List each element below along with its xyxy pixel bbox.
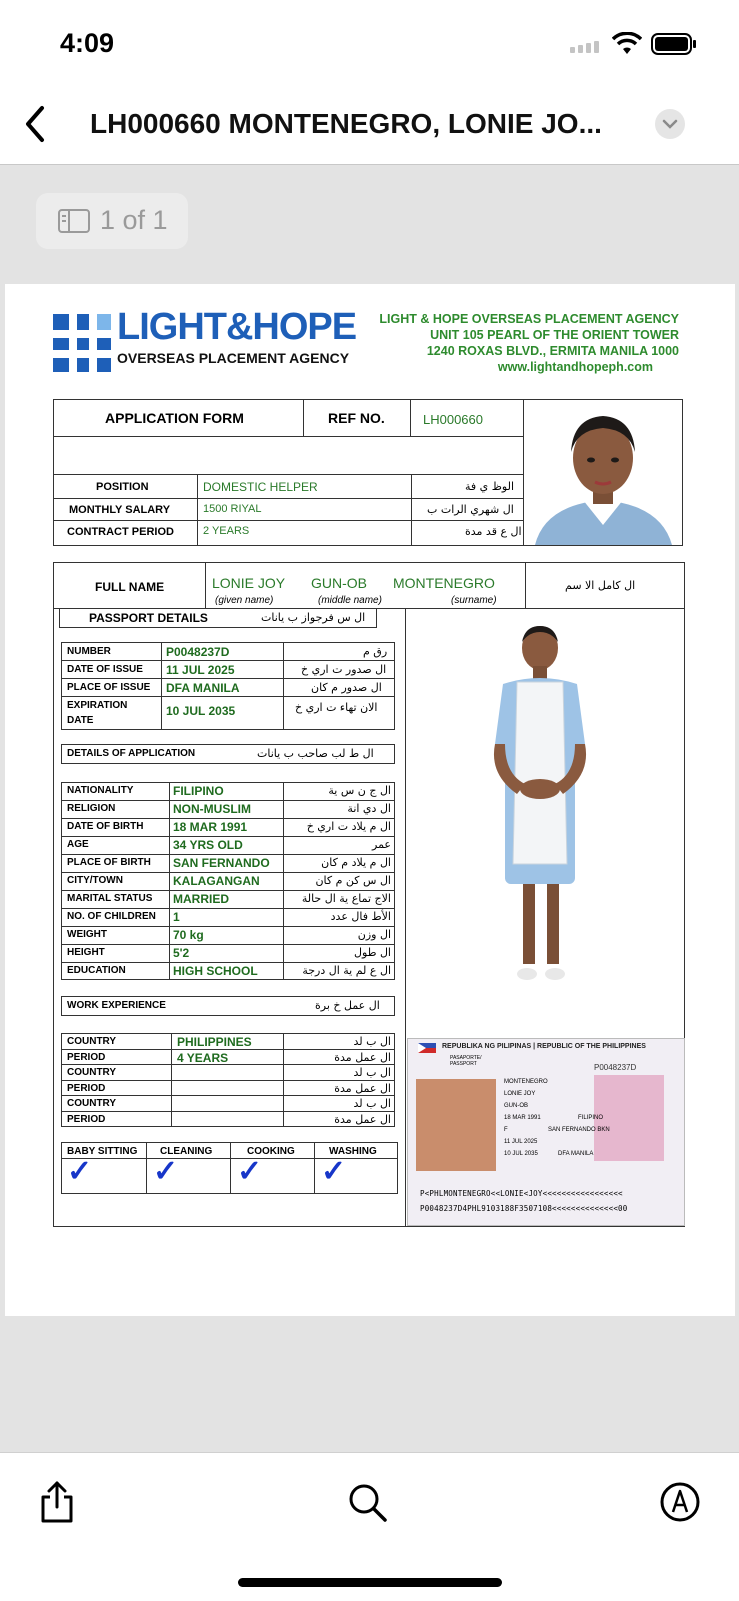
share-icon[interactable]: [38, 1479, 76, 1523]
details-label: WEIGHT: [67, 929, 107, 940]
applicant-full-body-photo: [475, 624, 605, 994]
expiration-label: EXPIRATION: [67, 700, 128, 711]
surname-caption: (surname): [451, 595, 497, 606]
details-value: FILIPINO: [173, 784, 224, 798]
scan-issue: 11 JUL 2025: [504, 1139, 538, 1145]
details-value: 34 YRS OLD: [173, 838, 243, 852]
details-value: 1: [173, 910, 180, 924]
check-cleaning-icon: ✓: [153, 1155, 179, 1188]
check-baby-sitting-icon: ✓: [67, 1155, 93, 1188]
details-value: 18 MAR 1991: [173, 820, 248, 834]
details-row-divider: [61, 854, 395, 855]
scan-surname: MONTENEGRO: [504, 1079, 548, 1085]
salary-ar: ال شهري الرات ب: [427, 503, 514, 516]
wifi-icon: [612, 32, 642, 56]
agency-address-1: UNIT 105 PEARL OF THE ORIENT TOWER: [430, 328, 679, 342]
details-row-divider: [61, 962, 395, 963]
scan-dob: 18 MAR 1991: [504, 1115, 541, 1121]
scan-expiry: 10 JUL 2035: [504, 1151, 538, 1157]
details-ar: عمر: [372, 838, 391, 851]
details-label: CITY/TOWN: [67, 875, 123, 886]
scan-ghost-photo: [594, 1075, 664, 1161]
details-label: NATIONALITY: [67, 785, 134, 796]
surname: MONTENEGRO: [393, 575, 495, 591]
passport-scan: [407, 1038, 685, 1226]
details-label: EDUCATION: [67, 965, 126, 976]
salary-label: MONTHLY SALARY: [69, 504, 171, 516]
document-title[interactable]: LH000660 MONTENEGRO, LONIE JO...: [90, 108, 602, 139]
details-row-divider: [61, 836, 395, 837]
position-label: POSITION: [96, 481, 149, 493]
scan-pob: SAN FERNANDO BKN: [548, 1127, 610, 1133]
issue-date-label: DATE OF ISSUE: [67, 664, 143, 675]
contract-value: 2 YEARS: [203, 525, 250, 537]
scan-photo: [416, 1079, 496, 1171]
work-ar: ال عمل مدة: [334, 1113, 391, 1126]
work-label: PERIOD: [67, 1082, 106, 1094]
scan-header: REPUBLIKA NG PILIPINAS | REPUBLIC OF THE PHILIPPINES: [442, 1043, 646, 1050]
scan-given: LONIE JOY: [504, 1091, 536, 1097]
details-ar: الأط فال عدد: [330, 910, 391, 923]
details-ar: ال دي انة: [347, 802, 391, 815]
work-label: COUNTRY: [67, 1067, 117, 1079]
home-indicator: [238, 1578, 502, 1587]
chevron-down-icon[interactable]: [654, 108, 686, 140]
work-row-divider: [61, 1080, 395, 1081]
agency-address-2: 1240 ROXAS BLVD., ERMITA MANILA 1000: [426, 344, 679, 358]
passport-header-ar: ال س فرجواز ب يانات: [261, 611, 366, 624]
sidebar-icon: [58, 209, 90, 233]
details-row-divider: [61, 818, 395, 819]
scan-mrz-line-1: P<PHLMONTENEGRO<<LONIE<JOY<<<<<<<<<<<<<<<<<: [420, 1189, 623, 1198]
page-count: 1 of 1: [100, 205, 168, 235]
middle-caption: (middle name): [318, 595, 382, 606]
details-ar: ال س كن م كان: [315, 874, 391, 887]
details-label: NO. OF CHILDREN: [67, 911, 156, 922]
expiration-value: 10 JUL 2035: [166, 704, 236, 718]
details-value: 5'2: [173, 946, 190, 960]
details-ar: ال ع لم ية ال درجة: [302, 964, 391, 977]
contract-label: CONTRACT PERIOD: [67, 526, 174, 538]
back-chevron-icon[interactable]: [22, 104, 48, 144]
work-ar: ال ب لد: [353, 1035, 391, 1048]
work-ar: ال ب لد: [353, 1066, 391, 1080]
work-label: PERIOD: [67, 1114, 106, 1125]
work-label: COUNTRY: [67, 1036, 117, 1047]
issue-place-value: DFA MANILA: [166, 681, 240, 695]
details-ar: ال م يلاد م كان: [321, 856, 391, 869]
check-washing-icon: ✓: [321, 1155, 347, 1188]
details-row-divider: [61, 890, 395, 891]
details-row-divider: [61, 872, 395, 873]
details-ar: ال طول: [354, 946, 391, 959]
ref-label: REF NO.: [328, 410, 385, 426]
details-value: 70 kg: [173, 928, 204, 942]
logo-sub-text: OVERSEAS PLACEMENT AGENCY: [117, 350, 350, 366]
work-ar: ال ب لد: [353, 1097, 391, 1111]
details-row-divider: [61, 908, 395, 909]
scan-sex: F: [504, 1127, 508, 1133]
work-value: 4 YEARS: [177, 1050, 229, 1065]
philippine-flag-icon: [418, 1043, 436, 1053]
details-value: KALAGANGAN: [173, 874, 260, 888]
details-value: MARRIED: [173, 892, 229, 906]
salary-value: 1500 RIYAL: [203, 503, 262, 515]
logo-main-text: LIGHT&HOPE: [117, 306, 357, 348]
details-value: NON-MUSLIM: [173, 802, 251, 816]
work-row-divider: [61, 1049, 395, 1050]
skill-washing: WASHING: [329, 1146, 377, 1157]
work-row-divider: [61, 1064, 395, 1065]
passport-number-label: NUMBER: [67, 646, 111, 657]
work-ar: ال عمل مدة: [334, 1050, 391, 1064]
work-row-divider: [61, 1111, 395, 1112]
details-header-ar: ال ط لب صاحب ب يانات: [257, 747, 374, 760]
work-label: PERIOD: [67, 1051, 106, 1063]
position-ar: الوظ ي فة: [465, 480, 515, 493]
skill-baby-sitting: BABY SITTING: [67, 1146, 138, 1157]
expiration-ar: الان تهاء ت اري خ: [295, 701, 378, 714]
check-cooking-icon: ✓: [237, 1155, 263, 1188]
agency-logo-icon: [53, 314, 111, 372]
details-ar: ال وزن: [357, 928, 391, 941]
work-ar: ال عمل مدة: [334, 1081, 391, 1095]
page-indicator[interactable]: [36, 193, 188, 249]
issue-date-value: 11 JUL 2025: [166, 663, 235, 677]
status-bar: [0, 0, 739, 88]
contract-ar: ال ع قد مدة: [465, 525, 522, 538]
details-label: AGE: [67, 839, 89, 850]
details-row-divider: [61, 944, 395, 945]
details-ar: ال ج ن س ية: [328, 784, 391, 797]
scan-type: PASAPORTE/ PASSPORT: [450, 1055, 482, 1067]
cellular-signal-icon: [570, 38, 606, 54]
details-header: DETAILS OF APPLICATION: [67, 748, 196, 759]
work-value: PHILIPPINES: [177, 1035, 252, 1049]
skill-cleaning: CLEANING: [160, 1146, 213, 1157]
work-row-divider: [61, 1095, 395, 1096]
details-ar: ال م يلاد ت اري خ: [306, 820, 391, 833]
given-caption: (given name): [215, 595, 274, 606]
applicant-headshot: [525, 400, 682, 545]
scan-nationality: FILIPINO: [578, 1115, 604, 1121]
position-value: DOMESTIC HELPER: [203, 480, 318, 494]
expiration-label-2: DATE: [67, 715, 94, 726]
magnifier-icon[interactable]: [348, 1483, 388, 1523]
full-name-label: FULL NAME: [95, 580, 165, 594]
details-row-divider: [61, 926, 395, 927]
details-label: MARITAL STATUS: [67, 893, 153, 904]
work-label: COUNTRY: [67, 1098, 117, 1110]
agency-website: www.lightandhopeph.com: [497, 360, 653, 374]
passport-number-ar: رق م: [363, 645, 388, 658]
details-ar: الاج تماع ية ال حالة: [301, 892, 391, 905]
details-value: SAN FERNANDO: [173, 856, 270, 870]
passport-number-value: P0048237D: [166, 645, 230, 659]
navigation-bar: [0, 88, 739, 165]
scan-mrz-line-2: P0048237D4PHL9103188F3507108<<<<<<<<<<<<<<00: [420, 1204, 628, 1213]
issue-date-ar: ال صدور ت اري خ: [301, 663, 387, 676]
scan-authority: DFA MANILA: [558, 1151, 594, 1157]
details-row-divider: [61, 800, 395, 801]
scan-number: P0048237D: [594, 1063, 637, 1072]
full-name-ar: ال كامل الا سم: [565, 579, 636, 592]
details-label: RELIGION: [67, 803, 116, 814]
work-header: WORK EXPERIENCE: [67, 1000, 166, 1011]
issue-place-ar: ال صدور م كان: [311, 681, 382, 694]
passport-header: PASSPORT DETAILS: [89, 611, 208, 625]
battery-icon: [651, 33, 697, 55]
ref-value: LH000660: [423, 412, 483, 427]
details-label: DATE OF BIRTH: [67, 821, 144, 832]
status-time: 4:09: [60, 28, 115, 58]
scan-middle: GUN-OB: [504, 1103, 528, 1109]
skill-cooking: COOKING: [247, 1146, 295, 1157]
details-label: PLACE OF BIRTH: [67, 857, 151, 868]
markup-pen-icon[interactable]: [659, 1481, 701, 1523]
issue-place-label: PLACE OF ISSUE: [67, 682, 151, 693]
form-title: APPLICATION FORM: [105, 410, 244, 426]
middle-name: GUN-OB: [311, 575, 367, 591]
document-page: [5, 284, 735, 1316]
given-name: LONIE JOY: [212, 575, 286, 591]
details-label: HEIGHT: [67, 947, 105, 958]
agency-name: LIGHT & HOPE OVERSEAS PLACEMENT AGENCY: [379, 312, 679, 326]
details-value: HIGH SCHOOL: [173, 964, 258, 978]
work-header-ar: ال عمل خ برة: [315, 999, 380, 1012]
